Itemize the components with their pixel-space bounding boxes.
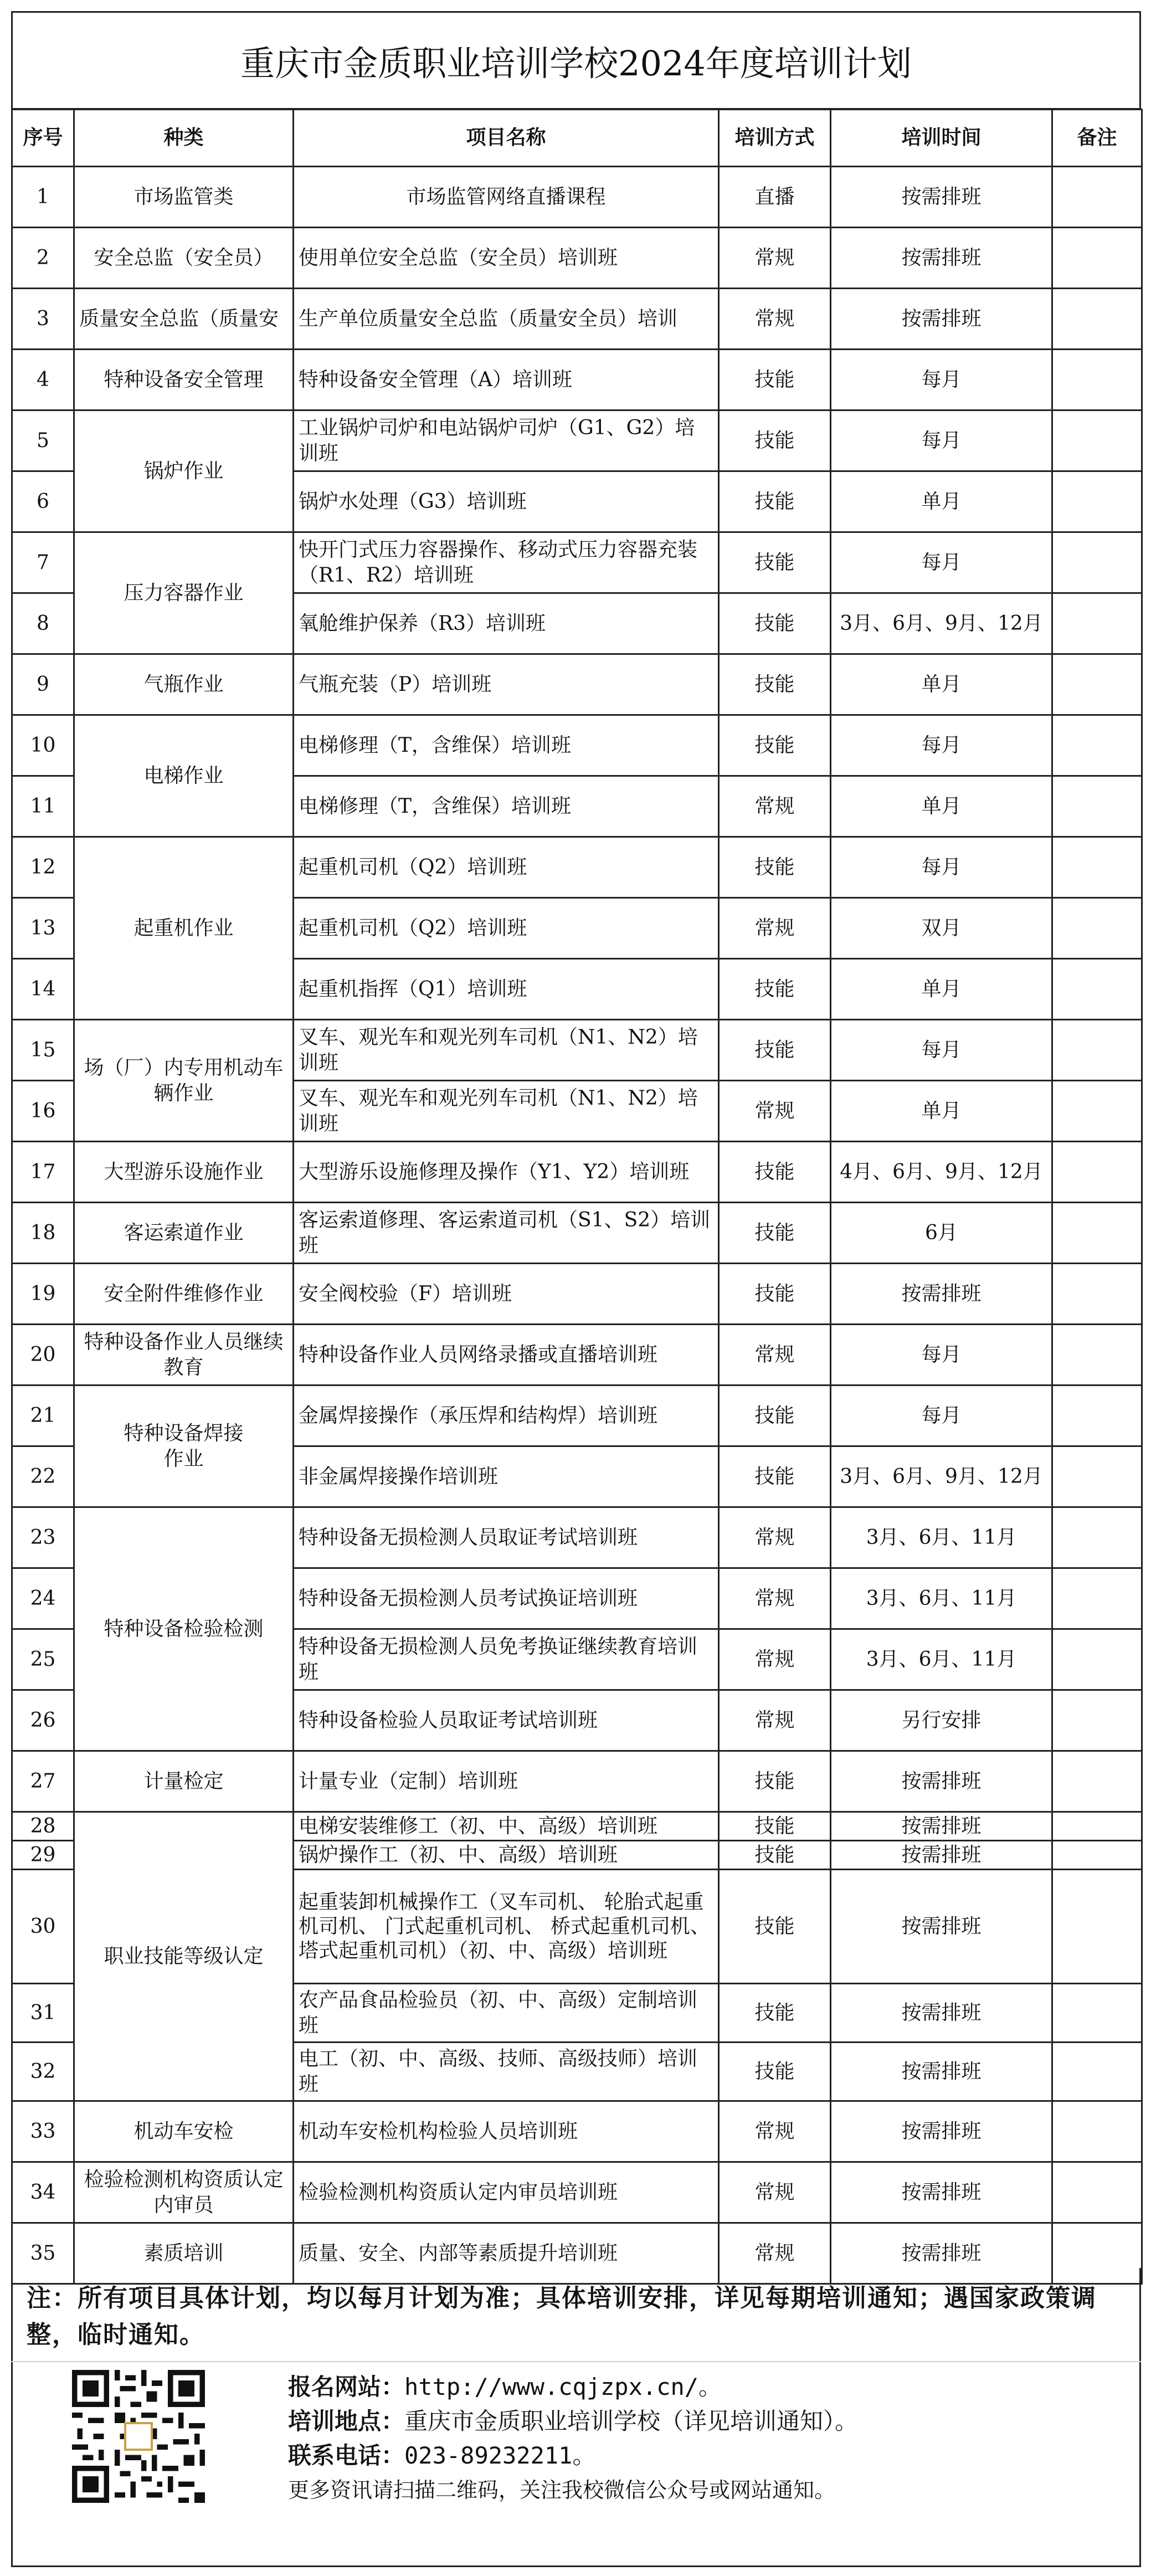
table-row: [12, 1812, 1142, 1841]
row-project: 锅炉水处理（G3）培训班: [294, 471, 719, 532]
row-remark: [1052, 1446, 1142, 1507]
row-method: 技能: [719, 532, 831, 593]
row-method: 技能: [719, 1142, 831, 1203]
location-line: [288, 2404, 858, 2439]
row-remark: [1052, 1629, 1142, 1690]
row-time: 按需排班: [831, 1751, 1052, 1812]
website-line: [288, 2370, 858, 2404]
row-category: 气瓶作业: [74, 654, 294, 715]
row-time: 另行安排: [831, 1690, 1052, 1751]
row-time: 按需排班: [831, 289, 1052, 350]
row-method: 技能: [719, 410, 831, 471]
row-time: 按需排班: [831, 1812, 1052, 1841]
row-method: 常规: [719, 1325, 831, 1386]
row-time: 单月: [831, 471, 1052, 532]
row-remark: [1052, 776, 1142, 837]
location-value: 重庆市金质职业培训学校（详见培训通知）。: [404, 2408, 859, 2435]
row-time: 单月: [831, 654, 1052, 715]
row-category: 场（厂）内专用机动车辆作业: [74, 1020, 294, 1142]
row-remark: [1052, 1020, 1142, 1081]
row-category: 素质培训: [74, 2223, 294, 2284]
row-no: 34: [12, 2162, 74, 2223]
row-project: 特种设备无损检测人员考试换证培训班: [294, 1568, 719, 1629]
table-row: [12, 410, 1142, 471]
row-time: 单月: [831, 1081, 1052, 1142]
row-category: 质量安全总监（质量安: [74, 289, 294, 350]
row-project: 叉车、观光车和观光列车司机（N1、N2）培训班: [294, 1020, 719, 1081]
row-no: 22: [12, 1446, 74, 1507]
row-method: 技能: [719, 1020, 831, 1081]
row-no: 4: [12, 350, 74, 410]
row-time: 每月: [831, 350, 1052, 410]
row-time: 按需排班: [831, 228, 1052, 289]
page-title: 重庆市金质职业培训学校2024年度培训计划: [11, 11, 1141, 110]
row-remark: [1052, 715, 1142, 776]
row-remark: [1052, 837, 1142, 898]
row-no: 3: [12, 289, 74, 350]
row-project: 机动车安检机构检验人员培训班: [294, 2101, 719, 2162]
row-project: 检验检测机构资质认定内审员培训班: [294, 2162, 719, 2223]
row-method: 技能: [719, 1812, 831, 1841]
row-project: 农产品食品检验员（初、中、高级）定制培训班: [294, 1984, 719, 2043]
row-project: 起重机指挥（Q1）培训班: [294, 959, 719, 1020]
row-no: 15: [12, 1020, 74, 1081]
table-row: [12, 167, 1142, 228]
row-remark: [1052, 2162, 1142, 2223]
row-time: 每月: [831, 715, 1052, 776]
row-category: 机动车安检: [74, 2101, 294, 2162]
row-method: 常规: [719, 2162, 831, 2223]
phone-line: [288, 2439, 858, 2473]
row-time: 按需排班: [831, 2043, 1052, 2101]
row-remark: [1052, 1203, 1142, 1264]
row-method: 技能: [719, 471, 831, 532]
row-time: 按需排班: [831, 1870, 1052, 1984]
row-time: 按需排班: [831, 1841, 1052, 1870]
row-no: 12: [12, 837, 74, 898]
training-plan-table: [11, 109, 1143, 2285]
table-row: [12, 1325, 1142, 1386]
table-row: [12, 1507, 1142, 1568]
row-category: 特种设备作业人员继续教育: [74, 1325, 294, 1386]
row-no: 30: [12, 1870, 74, 1984]
row-remark: [1052, 959, 1142, 1020]
location-label: 培训地点：: [288, 2408, 405, 2435]
table-row: [12, 2162, 1142, 2223]
table-row: [12, 532, 1142, 593]
table-row: [12, 1203, 1142, 1264]
row-category: 压力容器作业: [74, 532, 294, 654]
row-no: 13: [12, 898, 74, 959]
row-no: 33: [12, 2101, 74, 2162]
row-category: 客运索道作业: [74, 1203, 294, 1264]
row-remark: [1052, 2101, 1142, 2162]
row-no: 28: [12, 1812, 74, 1841]
row-category: 检验检测机构资质认定内审员: [74, 2162, 294, 2223]
row-method: 技能: [719, 1203, 831, 1264]
row-method: 技能: [719, 654, 831, 715]
row-project: 特种设备检验人员取证考试培训班: [294, 1690, 719, 1751]
row-method: 技能: [719, 1841, 831, 1870]
row-remark: [1052, 1568, 1142, 1629]
row-time: 按需排班: [831, 167, 1052, 228]
row-remark: [1052, 1386, 1142, 1446]
row-project: 客运索道修理、客运索道司机（S1、S2）培训班: [294, 1203, 719, 1264]
row-time: 3月、6月、11月: [831, 1507, 1052, 1568]
row-category: 特种设备焊接作业: [74, 1386, 294, 1507]
row-method: 技能: [719, 1446, 831, 1507]
row-no: 31: [12, 1984, 74, 2043]
row-remark: [1052, 1690, 1142, 1751]
row-project: 起重机司机（Q2）培训班: [294, 898, 719, 959]
row-time: 每月: [831, 532, 1052, 593]
row-category: 锅炉作业: [74, 410, 294, 532]
row-method: 常规: [719, 1081, 831, 1142]
row-no: 29: [12, 1841, 74, 1870]
row-time: 每月: [831, 410, 1052, 471]
row-project: 特种设备无损检测人员免考换证继续教育培训班: [294, 1629, 719, 1690]
header-remark: 备注: [1052, 110, 1142, 167]
row-remark: [1052, 593, 1142, 654]
row-method: 常规: [719, 898, 831, 959]
header-method: 培训方式: [719, 110, 831, 167]
row-project: 锅炉操作工（初、中、高级）培训班: [294, 1841, 719, 1870]
row-time: 3月、6月、11月: [831, 1568, 1052, 1629]
row-project: 特种设备安全管理（A）培训班: [294, 350, 719, 410]
row-project: 电梯安装维修工（初、中、高级）培训班: [294, 1812, 719, 1841]
row-remark: [1052, 1841, 1142, 1870]
row-project: 特种设备作业人员网络录播或直播培训班: [294, 1325, 719, 1386]
row-category: 特种设备安全管理: [74, 350, 294, 410]
row-time: 双月: [831, 898, 1052, 959]
row-no: 16: [12, 1081, 74, 1142]
table-row: [12, 837, 1142, 898]
footnote: 注：所有项目具体计划，均以每月计划为准；具体培训安排，详见每期培训通知；遇国家政策调整，临时通知。: [27, 2284, 1097, 2349]
row-remark: [1052, 1264, 1142, 1325]
row-category: 起重机作业: [74, 837, 294, 1020]
header-project: 项目名称: [294, 110, 719, 167]
table-row: [12, 2101, 1142, 2162]
row-remark: [1052, 1812, 1142, 1841]
row-time: 按需排班: [831, 1264, 1052, 1325]
row-remark: [1052, 350, 1142, 410]
row-time: 3月、6月、9月、12月: [831, 593, 1052, 654]
row-method: 技能: [719, 350, 831, 410]
row-no: 7: [12, 532, 74, 593]
row-time: 3月、6月、9月、12月: [831, 1446, 1052, 1507]
row-project: 特种设备无损检测人员取证考试培训班: [294, 1507, 719, 1568]
row-method: 常规: [719, 228, 831, 289]
row-remark: [1052, 167, 1142, 228]
row-no: 17: [12, 1142, 74, 1203]
row-project: 电梯修理（T，含维保）培训班: [294, 715, 719, 776]
row-project: 氧舱维护保养（R3）培训班: [294, 593, 719, 654]
header-category: 种类: [74, 110, 294, 167]
row-remark: [1052, 410, 1142, 471]
row-category: 安全附件维修作业: [74, 1264, 294, 1325]
website-label: 报名网站：: [288, 2373, 405, 2400]
row-remark: [1052, 228, 1142, 289]
row-time: 4月、6月、9月、12月: [831, 1142, 1052, 1203]
row-time: 单月: [831, 959, 1052, 1020]
row-method: 直播: [719, 167, 831, 228]
row-project: 质量、安全、内部等素质提升培训班: [294, 2223, 719, 2284]
more-info: 更多资讯请扫描二维码，关注我校微信公众号或网站通知。: [288, 2478, 836, 2502]
row-remark: [1052, 289, 1142, 350]
row-method: 常规: [719, 2101, 831, 2162]
table-row: [12, 1386, 1142, 1446]
row-remark: [1052, 532, 1142, 593]
row-remark: [1052, 1751, 1142, 1812]
row-no: 26: [12, 1690, 74, 1751]
row-time: 按需排班: [831, 2223, 1052, 2284]
row-no: 21: [12, 1386, 74, 1446]
row-time: 6月: [831, 1203, 1052, 1264]
row-method: 技能: [719, 837, 831, 898]
row-remark: [1052, 471, 1142, 532]
row-method: 技能: [719, 2043, 831, 2101]
table-row: [12, 1142, 1142, 1203]
row-category: 安全总监（安全员）: [74, 228, 294, 289]
row-remark: [1052, 2043, 1142, 2101]
row-category: 特种设备检验检测: [74, 1507, 294, 1751]
row-remark: [1052, 1325, 1142, 1386]
row-time: 按需排班: [831, 2162, 1052, 2223]
table-header-row: [12, 110, 1142, 167]
row-project: 使用单位安全总监（安全员）培训班: [294, 228, 719, 289]
row-project: 工业锅炉司炉和电站锅炉司炉（G1、G2）培训班: [294, 410, 719, 471]
row-method: 常规: [719, 289, 831, 350]
row-project: 电梯修理（T，含维保）培训班: [294, 776, 719, 837]
row-project: 起重机司机（Q2）培训班: [294, 837, 719, 898]
row-project: 计量专业（定制）培训班: [294, 1751, 719, 1812]
row-time: 按需排班: [831, 2101, 1052, 2162]
row-no: 24: [12, 1568, 74, 1629]
row-no: 2: [12, 228, 74, 289]
row-method: 技能: [719, 1386, 831, 1446]
row-no: 10: [12, 715, 74, 776]
row-remark: [1052, 1870, 1142, 1984]
row-method: 常规: [719, 2223, 831, 2284]
row-project: 叉车、观光车和观光列车司机（N1、N2）培训班: [294, 1081, 719, 1142]
row-no: 19: [12, 1264, 74, 1325]
row-time: 每月: [831, 1020, 1052, 1081]
row-method: 常规: [719, 776, 831, 837]
row-project: 非金属焊接操作培训班: [294, 1446, 719, 1507]
phone-label: 联系电话：: [288, 2442, 405, 2469]
row-no: 1: [12, 167, 74, 228]
row-project: 快开门式压力容器操作、移动式压力容器充装（R1、R2）培训班: [294, 532, 719, 593]
row-category: 市场监管类: [74, 167, 294, 228]
table-row: [12, 654, 1142, 715]
row-project: 电工（初、中、高级、技师、高级技师）培训班: [294, 2043, 719, 2101]
row-category: 计量检定: [74, 1751, 294, 1812]
row-no: 9: [12, 654, 74, 715]
row-category: 职业技能等级认定: [74, 1812, 294, 2101]
row-no: 32: [12, 2043, 74, 2101]
row-method: 常规: [719, 1507, 831, 1568]
row-time: 每月: [831, 1386, 1052, 1446]
row-project: 市场监管网络直播课程: [294, 167, 719, 228]
row-method: 技能: [719, 1984, 831, 2043]
row-method: 技能: [719, 1264, 831, 1325]
row-remark: [1052, 898, 1142, 959]
row-project: 安全阀校验（F）培训班: [294, 1264, 719, 1325]
row-project: 生产单位质量安全总监（质量安全员）培训: [294, 289, 719, 350]
row-no: 18: [12, 1203, 74, 1264]
row-time: 按需排班: [831, 1984, 1052, 2043]
row-time: 每月: [831, 837, 1052, 898]
header-time: 培训时间: [831, 110, 1052, 167]
row-no: 8: [12, 593, 74, 654]
row-no: 27: [12, 1751, 74, 1812]
row-no: 20: [12, 1325, 74, 1386]
table-row: [12, 289, 1142, 350]
row-project: 金属焊接操作（承压焊和结构焊）培训班: [294, 1386, 719, 1446]
row-category: 电梯作业: [74, 715, 294, 837]
row-time: 3月、6月、11月: [831, 1629, 1052, 1690]
row-no: 6: [12, 471, 74, 532]
row-time: 单月: [831, 776, 1052, 837]
row-no: 35: [12, 2223, 74, 2284]
row-time: 每月: [831, 1325, 1052, 1386]
row-method: 技能: [719, 715, 831, 776]
qr-code-icon[interactable]: [72, 2370, 205, 2503]
row-method: 常规: [719, 1568, 831, 1629]
row-no: 25: [12, 1629, 74, 1690]
row-remark: [1052, 1507, 1142, 1568]
row-method: 技能: [719, 959, 831, 1020]
table-row: [12, 1264, 1142, 1325]
row-no: 23: [12, 1507, 74, 1568]
row-remark: [1052, 1984, 1142, 2043]
table-row: [12, 228, 1142, 289]
row-method: 技能: [719, 1870, 831, 1984]
contact-info: [288, 2370, 858, 2507]
table-row: [12, 715, 1142, 776]
website-link[interactable]: http://www.cqjzpx.cn/。: [404, 2373, 722, 2400]
row-method: 常规: [719, 1690, 831, 1751]
row-remark: [1052, 1081, 1142, 1142]
row-project: 气瓶充装（P）培训班: [294, 654, 719, 715]
phone-value: 023-89232211。: [404, 2442, 596, 2469]
row-no: 11: [12, 776, 74, 837]
table-row: [12, 350, 1142, 410]
row-remark: [1052, 654, 1142, 715]
table-row: [12, 1020, 1142, 1081]
row-remark: [1052, 1142, 1142, 1203]
row-method: 技能: [719, 1751, 831, 1812]
header-no: 序号: [12, 110, 74, 167]
row-method: 技能: [719, 593, 831, 654]
row-no: 14: [12, 959, 74, 1020]
row-method: 常规: [719, 1629, 831, 1690]
row-project: 起重装卸机械操作工（叉车司机、 轮胎式起重机司机、 门式起重机司机、 桥式起重机司机、塔式起重机司机）（初、中、高级）培训班: [294, 1870, 719, 1984]
row-no: 5: [12, 410, 74, 471]
row-project: 大型游乐设施修理及操作（Y1、Y2）培训班: [294, 1142, 719, 1203]
table-row: [12, 1751, 1142, 1812]
row-category: 大型游乐设施作业: [74, 1142, 294, 1203]
